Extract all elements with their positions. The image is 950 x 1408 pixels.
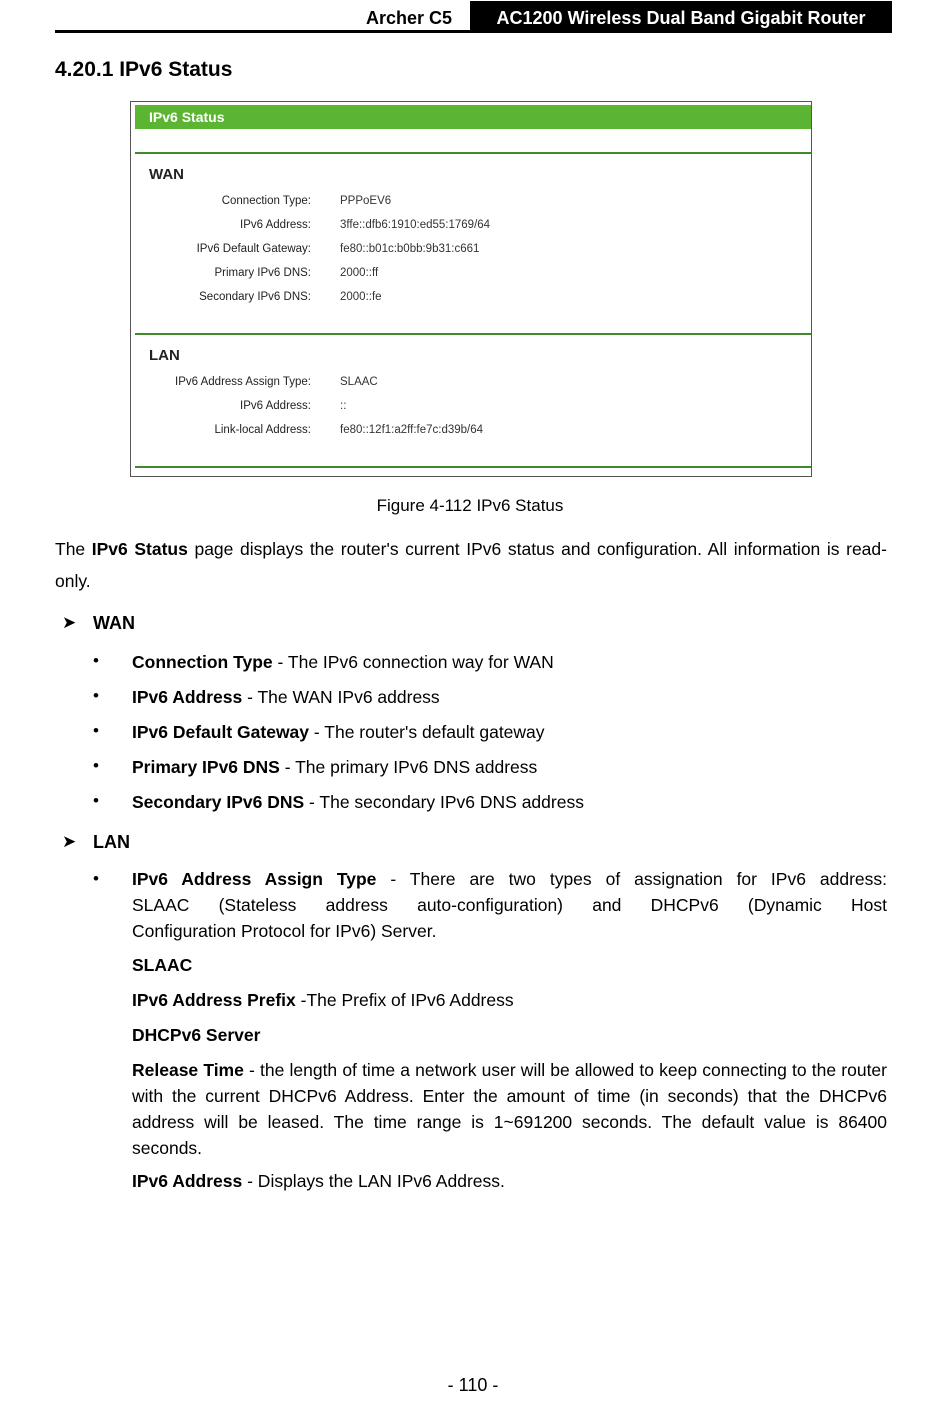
- divider: [135, 333, 811, 335]
- field-value: 2000::fe: [340, 291, 382, 303]
- dot-bullet-icon: •: [93, 686, 99, 705]
- field-value: ::: [340, 400, 347, 412]
- field-value: fe80::b01c:b0bb:9b31:c661: [340, 243, 480, 255]
- header-product: AC1200 Wireless Dual Band Gigabit Router: [470, 1, 892, 32]
- field-value: PPPoEV6: [340, 195, 392, 207]
- list-item-line: IPv6 Address Assign Type - There are two types of assignation for IPv6 address:: [132, 869, 887, 889]
- field-label: IPv6 Address:: [240, 400, 311, 412]
- lan-section-heading: LAN: [93, 832, 130, 852]
- list-item: Connection Type - The IPv6 connection way for WAN: [132, 652, 554, 672]
- field-label: IPv6 Address Assign Type:: [175, 376, 311, 388]
- header-rule: [55, 30, 892, 33]
- dot-bullet-icon: •: [93, 721, 99, 740]
- lan-address-description: IPv6 Address - Displays the LAN IPv6 Address.: [132, 1171, 505, 1191]
- field-label: IPv6 Address:: [240, 219, 311, 231]
- screenshot-title-bar: IPv6 Status: [135, 105, 811, 129]
- list-item: IPv6 Address - The WAN IPv6 address: [132, 687, 440, 707]
- intro-paragraph: The IPv6 Status page displays the router's current IPv6 status and configuration. All information is read-only.: [55, 539, 887, 591]
- wan-heading: WAN: [149, 166, 184, 183]
- list-item: Secondary IPv6 DNS - The secondary IPv6 DNS address: [132, 792, 584, 812]
- field-label: Link-local Address:: [214, 424, 311, 436]
- figure-caption: Figure 4-112 IPv6 Status: [376, 496, 564, 515]
- field-value: fe80::12f1:a2ff:fe7c:d39b/64: [340, 424, 484, 436]
- field-value: 2000::ff: [340, 267, 379, 279]
- divider: [135, 466, 811, 468]
- list-item: Primary IPv6 DNS - The primary IPv6 DNS address: [132, 757, 538, 777]
- lan-heading: LAN: [149, 347, 180, 364]
- field-label: Primary IPv6 DNS:: [214, 267, 311, 279]
- page-number: - 110 -: [447, 1375, 499, 1395]
- arrow-bullet-icon: ➤: [62, 832, 77, 851]
- list-item: IPv6 Default Gateway - The router's default gateway: [132, 722, 545, 742]
- divider: [135, 152, 811, 154]
- wan-section-heading: WAN: [93, 613, 135, 633]
- ipv6-status-screenshot: [130, 101, 812, 477]
- field-label: Connection Type:: [221, 195, 311, 207]
- field-label: IPv6 Default Gateway:: [196, 243, 311, 255]
- field-value: 3ffe::dfb6:1910:ed55:1769/64: [340, 219, 491, 231]
- subheading-slaac: SLAAC: [132, 955, 193, 975]
- dot-bullet-icon: •: [93, 791, 99, 810]
- prefix-description: IPv6 Address Prefix -The Prefix of IPv6 Address: [132, 990, 514, 1010]
- release-time-description: Release Time - the length of time a network user will be allowed to keep connecting to the router with the current DHCPv6 Address. Enter the amount of time (in seconds) that the DHCPv6 address will be leased. The time range is 1~691200 seconds. The default value is 86400 seconds.: [132, 1060, 887, 1158]
- dot-bullet-icon: •: [93, 869, 99, 888]
- field-label: Secondary IPv6 DNS:: [199, 291, 311, 303]
- section-title: 4.20.1 IPv6 Status: [55, 58, 233, 81]
- dot-bullet-icon: •: [93, 651, 99, 670]
- subheading-dhcpv6: DHCPv6 Server: [132, 1025, 261, 1045]
- list-item-line: SLAAC (Stateless address auto-configuration) and DHCPv6 (Dynamic Host: [132, 895, 887, 915]
- field-value: SLAAC: [340, 376, 378, 388]
- list-item-line: Configuration Protocol for IPv6) Server.: [132, 921, 437, 941]
- dot-bullet-icon: •: [93, 756, 99, 775]
- arrow-bullet-icon: ➤: [62, 613, 77, 632]
- header-model: Archer C5: [366, 8, 453, 28]
